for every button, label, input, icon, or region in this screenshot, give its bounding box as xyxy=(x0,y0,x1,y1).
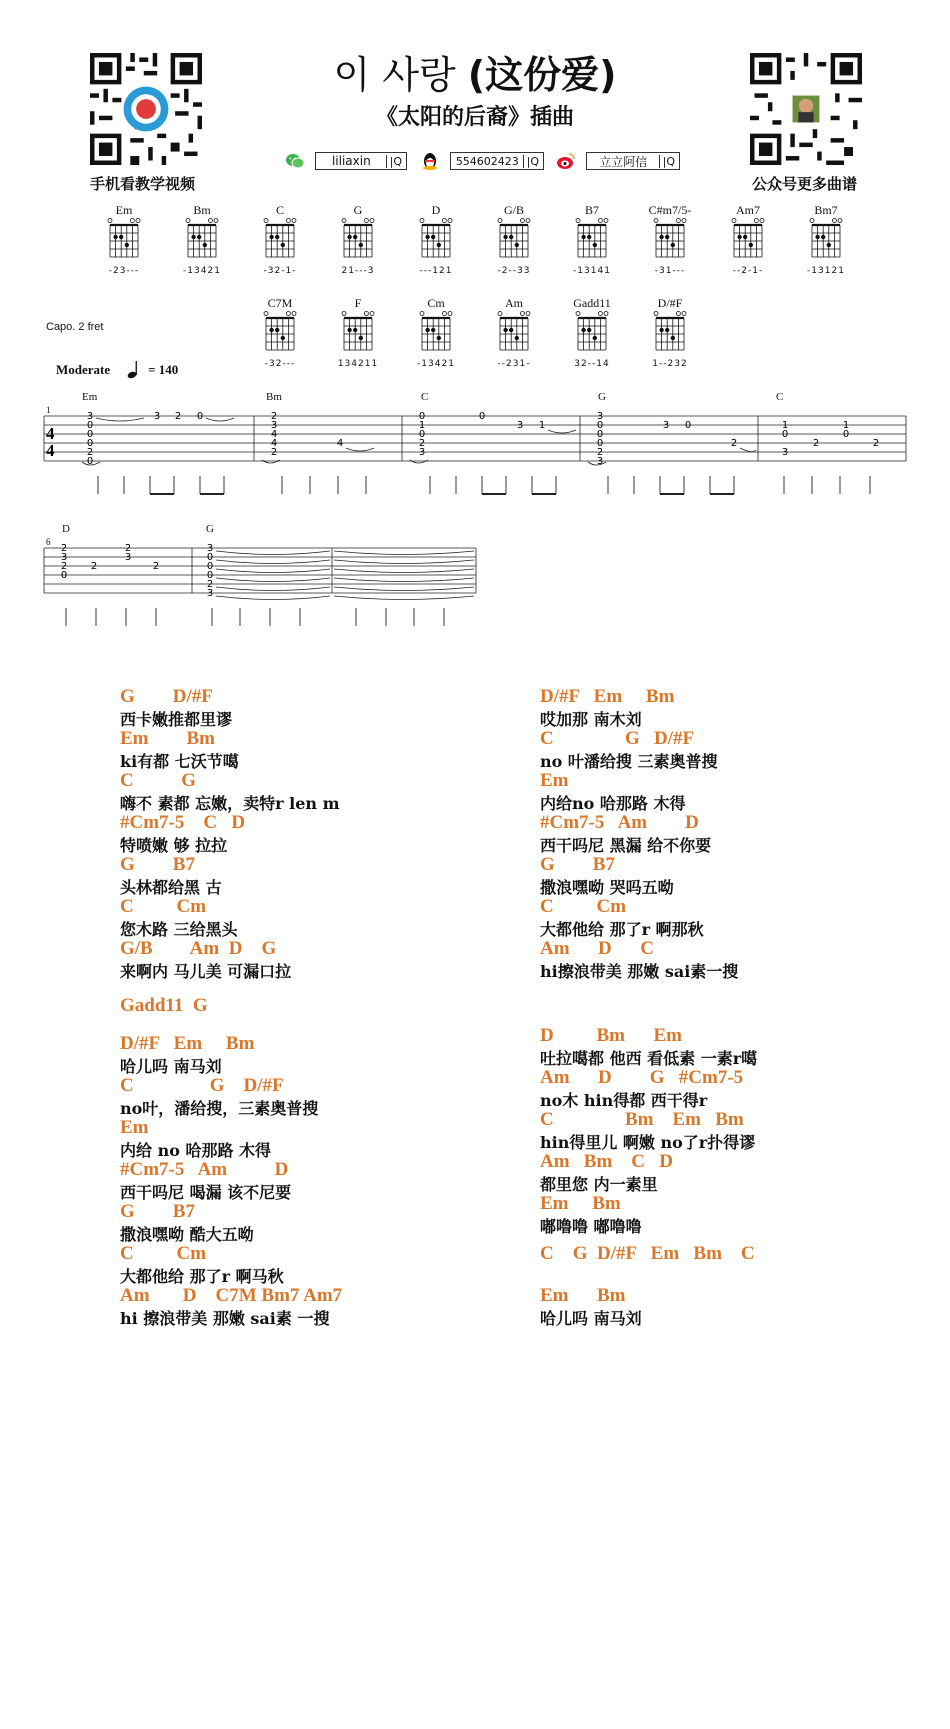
lyric-line: 您木路 三给黑头 xyxy=(120,920,238,939)
svg-text:0: 0 xyxy=(596,429,604,440)
svg-text:0: 0 xyxy=(842,429,850,440)
chord-fingering: 134211 xyxy=(337,359,379,369)
weibo-icon xyxy=(556,151,576,171)
chord-fingering: -32-1- xyxy=(263,266,297,276)
lyric-line: no木 hin得都 西干得r xyxy=(540,1091,708,1110)
qq-id: 554602423 xyxy=(455,154,519,168)
fretboard-grid xyxy=(650,217,690,261)
chord-diagram-r1-5 xyxy=(486,203,542,276)
chord-name: F xyxy=(354,296,362,310)
fretboard-grid xyxy=(494,310,534,354)
svg-text:0: 0 xyxy=(781,429,789,440)
svg-text:2: 2 xyxy=(86,447,94,458)
chord-symbols: Am D G #Cm7-5 xyxy=(540,1067,744,1088)
chord-fingering: -13141 xyxy=(573,266,611,276)
lyric-line: hin得里儿 啊嫩 no了r扑得谬 xyxy=(540,1133,756,1152)
lyric-line: ki有都 七沃节噶 xyxy=(120,752,239,771)
page-subtitle: 《太阳的后裔》插曲 xyxy=(375,104,574,130)
chord-fingering: -23--- xyxy=(108,266,140,276)
chord-symbols: G D/#F xyxy=(120,686,213,707)
svg-text:3: 3 xyxy=(86,411,94,422)
tab-chord-label: Bm xyxy=(266,391,282,403)
svg-text:3: 3 xyxy=(516,420,524,431)
lyric-line: 哈儿吗 南马刘 xyxy=(540,1309,642,1328)
svg-text:2: 2 xyxy=(596,447,604,458)
chord-name: Gadd11 xyxy=(573,296,611,310)
svg-text:2: 2 xyxy=(206,579,214,590)
svg-text:3: 3 xyxy=(153,411,161,422)
tab-chord-label: Em xyxy=(82,391,98,403)
chord-symbols: C G D/#F xyxy=(120,1075,284,1096)
chord-symbols: Em Bm xyxy=(540,1285,626,1306)
tab-chord-label: G xyxy=(206,523,214,535)
tempo-marking xyxy=(56,360,178,380)
tab-chord-label: C xyxy=(776,391,784,403)
capo-note: Capo. 2 fret xyxy=(46,321,104,333)
chord-name: B7 xyxy=(584,203,599,217)
qr-right-caption: 公众号更多曲谱 xyxy=(752,177,858,193)
chord-fingering: -13421 xyxy=(183,266,221,276)
lyric-line: 哎加那 南木刘 xyxy=(540,710,642,729)
tab-chord-label: G xyxy=(598,391,606,403)
chord-name: Cm xyxy=(427,296,445,310)
fretboard-grid xyxy=(650,310,690,354)
svg-text:1: 1 xyxy=(418,420,426,431)
svg-text:3: 3 xyxy=(124,552,132,563)
svg-text:1: 1 xyxy=(842,420,850,431)
svg-text:2: 2 xyxy=(174,411,182,422)
svg-text:2: 2 xyxy=(152,561,160,572)
chord-diagram-r2-0 xyxy=(252,296,308,369)
chord-diagram-r1-6 xyxy=(564,203,620,276)
chord-name: Am xyxy=(505,296,523,310)
chord-fingering: --231- xyxy=(497,359,531,369)
svg-text:0: 0 xyxy=(418,429,426,440)
svg-text:2: 2 xyxy=(812,438,820,449)
chord-diagram-r1-9 xyxy=(798,203,854,276)
chord-diagram-r2-4 xyxy=(564,296,620,369)
lyric-line: 都里您 内一素里 xyxy=(540,1175,658,1194)
chord-symbols: Am D C7M Bm7 Am7 xyxy=(120,1285,343,1306)
chord-fingering: -2--33 xyxy=(497,266,531,276)
fretboard-grid xyxy=(806,217,846,261)
chord-symbols: Gadd11 G xyxy=(120,995,208,1016)
fretboard-grid xyxy=(572,310,612,354)
social-qq xyxy=(420,150,544,172)
chord-name: Em xyxy=(115,203,133,217)
svg-text:0: 0 xyxy=(478,411,486,422)
measure-number: 6 xyxy=(46,537,51,547)
svg-text:0: 0 xyxy=(86,420,94,431)
chord-symbols: Em Bm xyxy=(540,1193,621,1214)
svg-text:0: 0 xyxy=(196,411,204,422)
chord-symbols: G B7 xyxy=(120,1201,195,1222)
svg-text:0: 0 xyxy=(596,438,604,449)
title-korean: 이 사랑 xyxy=(333,53,456,97)
chord-fingering: 21---3 xyxy=(341,266,375,276)
lyric-line: 嘟噜噜 嘟噜噜 xyxy=(540,1217,642,1236)
qr-left-caption: 手机看教学视频 xyxy=(90,177,196,193)
chord-diagram-r1-0 xyxy=(96,203,152,276)
tab-chord-label: D xyxy=(62,523,70,535)
svg-text:0: 0 xyxy=(418,411,426,422)
chord-diagram-r2-2 xyxy=(408,296,464,369)
weibo-id: 立立阿信 xyxy=(599,154,648,169)
chord-diagram-r1-4 xyxy=(408,203,464,276)
lyric-line: 头林都给黑 古 xyxy=(120,878,222,897)
lyric-line: 大都他给 那了r 啊那秋 xyxy=(540,920,704,939)
chord-symbols: #Cm7-5 Am D xyxy=(540,812,699,833)
qq-search-box[interactable] xyxy=(450,152,544,170)
quarter-note-icon xyxy=(126,360,144,380)
search-icon[interactable]: |Q xyxy=(659,155,675,168)
svg-text:3: 3 xyxy=(781,447,789,458)
tempo-value: = 140 xyxy=(148,362,179,377)
chord-diagram-r1-3 xyxy=(330,203,386,276)
measure-number: 1 xyxy=(46,405,51,415)
lyric-line: 西干吗尼 喝漏 该不尼要 xyxy=(120,1183,292,1202)
chord-symbols: C Cm xyxy=(120,896,207,917)
svg-text:2: 2 xyxy=(730,438,738,449)
svg-text:0: 0 xyxy=(206,552,214,563)
chord-fingering: -13121 xyxy=(807,266,845,276)
chord-name: Bm7 xyxy=(814,203,838,217)
svg-text:3: 3 xyxy=(60,552,68,563)
chord-name: D xyxy=(431,203,441,217)
lyric-line: 大都他给 那了r 啊马秋 xyxy=(120,1267,284,1286)
chord-symbols: C G D/#F Em Bm C xyxy=(540,1243,755,1264)
tab-staff-system-2 xyxy=(40,542,480,637)
chord-name: Am7 xyxy=(736,203,760,217)
svg-text:0: 0 xyxy=(684,420,692,431)
chord-symbols: D/#F Em Bm xyxy=(120,1033,255,1054)
svg-text:4: 4 xyxy=(270,438,278,449)
chord-fingering: 32--14 xyxy=(574,359,610,369)
title-chinese: (这份爱) xyxy=(467,53,617,97)
chord-name: C7M xyxy=(267,296,293,310)
lyric-line: hi擦浪带美 那嫩 sai素一搜 xyxy=(540,962,739,981)
chord-fingering: ---121 xyxy=(419,266,453,276)
social-weibo xyxy=(556,150,680,172)
svg-text:3: 3 xyxy=(206,588,214,599)
chord-diagram-r2-1 xyxy=(330,296,386,369)
svg-text:1: 1 xyxy=(781,420,789,431)
chord-symbols: Am D C xyxy=(540,938,654,959)
chord-symbols: #Cm7-5 C D xyxy=(120,812,246,833)
svg-text:3: 3 xyxy=(662,420,670,431)
fretboard-grid xyxy=(572,217,612,261)
tab-chord-label: C xyxy=(421,391,429,403)
fretboard-grid xyxy=(416,217,456,261)
chord-diagram-r2-5 xyxy=(642,296,698,369)
chord-symbols: D Bm Em xyxy=(540,1025,682,1046)
chord-diagram-r1-7 xyxy=(642,203,698,276)
lyric-line: 哈儿吗 南马刘 xyxy=(120,1057,222,1076)
chord-symbols: G B7 xyxy=(540,854,615,875)
svg-text:0: 0 xyxy=(206,561,214,572)
chord-fingering: -31--- xyxy=(654,266,686,276)
chord-symbols: Em xyxy=(120,1117,149,1138)
svg-text:4: 4 xyxy=(46,424,55,443)
chord-name: C#m7/5- xyxy=(648,203,692,217)
chord-diagram-r1-1 xyxy=(174,203,230,276)
social-wechat xyxy=(285,150,407,172)
lyric-line: 来啊内 马儿美 可漏口拉 xyxy=(120,962,292,981)
fretboard-grid xyxy=(182,217,222,261)
lyric-line: no 叶潘给搜 三素奥普搜 xyxy=(540,752,718,771)
svg-text:2: 2 xyxy=(872,438,880,449)
chord-symbols: #Cm7-5 Am D xyxy=(120,1159,289,1180)
svg-text:4: 4 xyxy=(336,438,344,449)
fretboard-grid xyxy=(104,217,144,261)
chord-name: G/B xyxy=(503,203,524,217)
chord-symbols: Em Bm xyxy=(120,728,215,749)
svg-text:4: 4 xyxy=(46,441,55,460)
chord-symbols: C G xyxy=(120,770,196,791)
chord-fingering: -13421 xyxy=(417,359,455,369)
chord-diagram-r2-3 xyxy=(486,296,542,369)
svg-text:0: 0 xyxy=(60,570,68,581)
fretboard-grid xyxy=(338,217,378,261)
weibo-search-box[interactable] xyxy=(586,152,680,170)
svg-text:0: 0 xyxy=(86,438,94,449)
chord-symbols: G/B Am D G xyxy=(120,938,277,959)
lyric-line: 西干吗尼 黑漏 给不你要 xyxy=(540,836,712,855)
svg-text:2: 2 xyxy=(60,543,68,554)
wechat-icon xyxy=(285,151,305,171)
qq-penguin-icon xyxy=(420,151,440,171)
svg-text:2: 2 xyxy=(124,543,132,554)
svg-text:3: 3 xyxy=(596,456,604,467)
chord-symbols: D/#F Em Bm xyxy=(540,686,675,707)
chord-name: C xyxy=(275,203,284,217)
chord-fingering: -32--- xyxy=(264,359,296,369)
lyric-line: 嗨不 素都 忘嫩，卖特r len m xyxy=(120,794,340,813)
lyric-line: 吐拉噶都 他西 看低素 一素r噶 xyxy=(540,1049,758,1068)
svg-text:0: 0 xyxy=(206,570,214,581)
svg-text:3: 3 xyxy=(206,543,214,554)
lyric-line: no叶，潘给搜，三素奥普搜 xyxy=(120,1099,319,1118)
chord-name: Bm xyxy=(193,203,211,217)
fretboard-grid xyxy=(260,310,300,354)
lyric-line: 撒浪嘿呦 酷大五呦 xyxy=(120,1225,254,1244)
lyric-line: 特喷嫩 够 拉拉 xyxy=(120,836,228,855)
lyric-line: hi 擦浪带美 那嫩 sai素 一搜 xyxy=(120,1309,330,1328)
svg-text:4: 4 xyxy=(270,429,278,440)
svg-text:3: 3 xyxy=(596,411,604,422)
svg-text:2: 2 xyxy=(418,438,426,449)
chord-diagram-r1-8 xyxy=(720,203,776,276)
chord-symbols: C G D/#F xyxy=(540,728,695,749)
lyric-line: 内给 no 哈那路 木得 xyxy=(120,1141,272,1160)
lyric-line: 内给no 哈那路 木得 xyxy=(540,794,686,813)
fretboard-grid xyxy=(416,310,456,354)
svg-text:3: 3 xyxy=(270,420,278,431)
chord-fingering: 1--232 xyxy=(652,359,688,369)
fretboard-grid xyxy=(494,217,534,261)
svg-text:2: 2 xyxy=(270,411,278,422)
tempo-label: Moderate xyxy=(56,362,111,377)
svg-text:3: 3 xyxy=(418,447,426,458)
wechat-search-box[interactable] xyxy=(315,152,407,170)
chord-diagram-r1-2 xyxy=(252,203,308,276)
chord-symbols: Em xyxy=(540,770,569,791)
chord-fingering: --2-1- xyxy=(732,266,764,276)
svg-text:0: 0 xyxy=(86,429,94,440)
search-icon[interactable]: |Q xyxy=(523,155,539,168)
chord-symbols: Am Bm C D xyxy=(540,1151,673,1172)
search-icon[interactable]: |Q xyxy=(386,155,402,168)
lyric-line: 西卡嫩推都里谬 xyxy=(120,710,233,729)
chord-name: G xyxy=(353,203,363,217)
wechat-id: liliaxin xyxy=(331,154,371,168)
svg-text:2: 2 xyxy=(90,561,98,572)
svg-text:0: 0 xyxy=(86,456,94,467)
svg-text:2: 2 xyxy=(60,561,68,572)
svg-text:2: 2 xyxy=(270,447,278,458)
chord-symbols: C Bm Em Bm xyxy=(540,1109,744,1130)
fretboard-grid xyxy=(260,217,300,261)
chord-symbols: G B7 xyxy=(120,854,195,875)
chord-symbols: C Cm xyxy=(120,1243,207,1264)
lyric-line: 撒浪嘿呦 哭吗五呦 xyxy=(540,878,674,897)
page-title xyxy=(0,44,950,99)
tab-staff-system-1 xyxy=(40,410,910,505)
chord-name: D/#F xyxy=(657,296,683,310)
fretboard-grid xyxy=(338,310,378,354)
svg-text:1: 1 xyxy=(538,420,546,431)
chord-symbols: C Cm xyxy=(540,896,627,917)
svg-text:0: 0 xyxy=(596,420,604,431)
fretboard-grid xyxy=(728,217,768,261)
